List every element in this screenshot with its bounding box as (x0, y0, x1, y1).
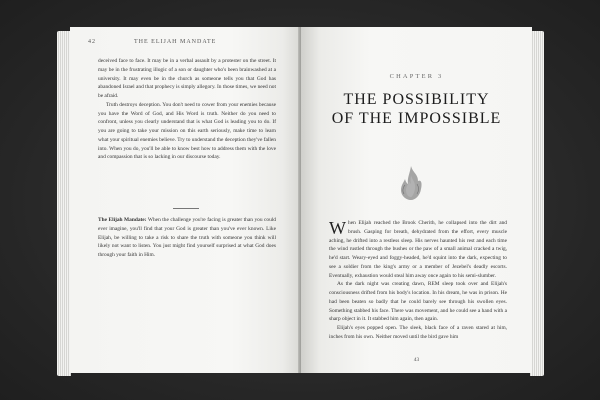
left-paragraph-1: deceived face to face. It may be in a verbal assault by a protester on the street. It may be in the frustrating illogic of a son or daughter who's been brainwashed at a university. It may even be in the church as someone tells you that God has abandoned Israel and that prophecy is simply allegory. In those times, we need not be afraid. (98, 58, 276, 99)
chapter-title-line-1: THE POSSIBILITY (343, 91, 490, 108)
section-divider (173, 208, 199, 209)
right-page-number: 43 (413, 357, 420, 363)
left-running-head (88, 39, 283, 45)
left-page-number: 42 (88, 39, 96, 45)
chapter-title (301, 90, 532, 128)
right-paragraph-1 (329, 219, 507, 280)
left-paragraph-2: Truth destroys deception. You don't need to cower from your enemies because you have the Word of God, and His Word is truth. Neither do you need to confront, unless you clearly understand that is what God is leading you to do. If you are going to take your mission on this earth seriously, make time to learn what your spiritual enemies believe. Try to understand the deception they've fallen into. When you do, you'll be able to know best how to address them with the love and compassion that is so lacking in our discourse today. (98, 101, 276, 161)
mandate-lead: The Elijah Mandate: (98, 217, 147, 223)
right-paragraph-3: Elijah's eyes popped open. The sleek, black face of a raven stared at him, inches from his own. Neither moved until the bird gave him (329, 325, 507, 340)
page-stack-left (57, 31, 71, 376)
right-paragraph-2: As the dark night was creating dawn, REM sleep took over and Elijah's consciousness drifted from his body's location. In his dream, he was in prison. He had been beaten so badly that he could barely see through his swollen eyes. Something stabbed his face. There was movement, and he could see a hand with a sharp object in it. It stabbed him again, then again. (329, 281, 507, 323)
chapter-label: CHAPTER 3 (389, 73, 444, 80)
chapter-title-line-2: OF THE IMPOSSIBLE (331, 110, 502, 127)
right-page (301, 27, 532, 373)
mandate-text: When the challenge you're facing is greater than you could ever imagine, you'll find that your God is greater than you've ever known. Like Elijah, be willing to take a risk to share the truth with someone you think will likely not want to listen. You just might find yourself surprised at what God does through your faith in Him. (98, 217, 276, 258)
drop-cap: W (329, 218, 346, 238)
left-page (70, 27, 301, 373)
right-body-text (329, 219, 507, 342)
book-running-title: THE ELIJAH MANDATE (134, 39, 217, 45)
left-body-text (98, 57, 276, 162)
right-paragraph-1-text: hen Elijah reached the Brook Cherith, he collapsed into the dirt and brush. Gasping for breath, dehydrated from the effort, every muscle aching, he drifted into a restless sleep. His nerves haunted his rest and each time the wind rustled through the bushes or the paw of a small animal cracked a twig, he'd start. Weary-eyed and foggy-headed, he'd squint into the dark, expecting to see a soldier from the king's army or a member of Jezebel's deadly escorts. Eventually, exhaustion would steal him away once again to his semi-slumber. (329, 220, 507, 279)
flame-ornament-icon (396, 165, 426, 201)
mandate-box (98, 216, 276, 260)
page-stack-right (530, 31, 544, 376)
